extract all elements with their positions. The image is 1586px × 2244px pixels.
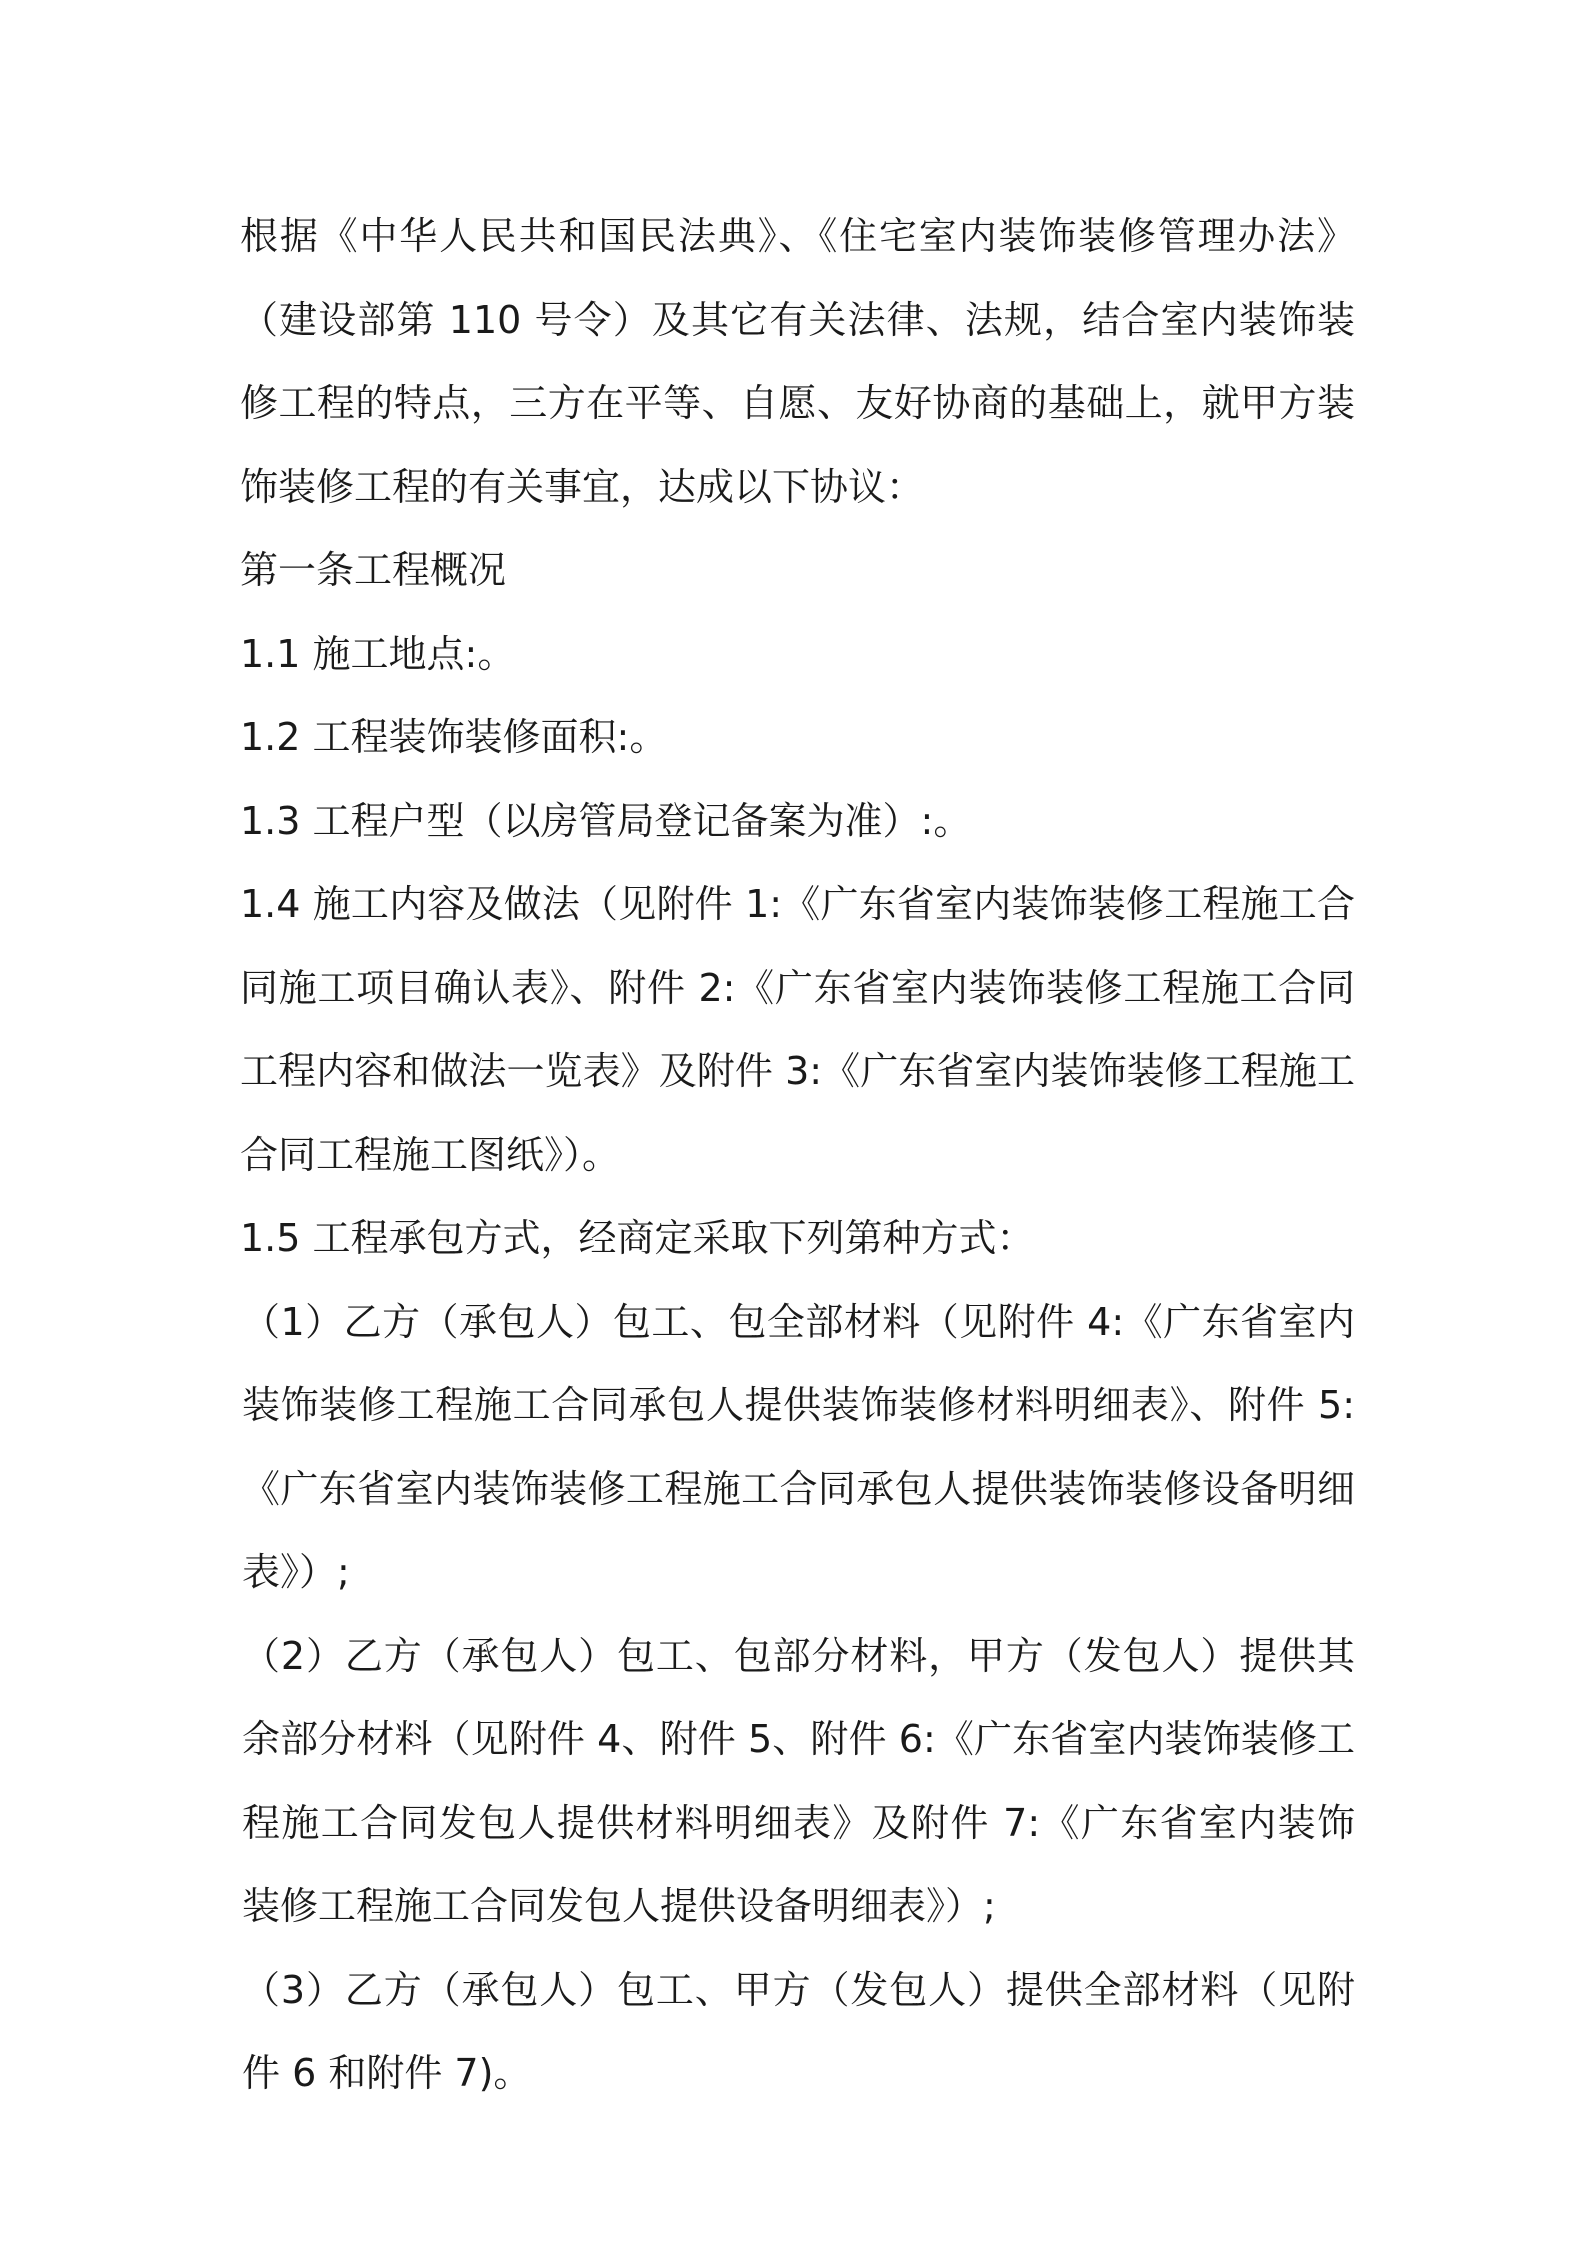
article-heading: 第一条工程概况: [240, 548, 507, 592]
clause-1-4: 1.4 施工内容及做法（见附件 1:《广东省室内装饰装修工程施工合同施工项目确认表》、附件 2:《广东省室内装饰装修工程施工合同工程内容和做法一览表》及附件 3:《广东省室内装饰装修工程施工合同工程施工图纸》）。: [240, 882, 1355, 1177]
clause-1-2: 1.2 工程装饰装修面积:。: [240, 715, 668, 759]
option-2: （2）乙方（承包人）包工、包部分材料，甲方（发包人）提供其余部分材料（见附件 4、附件 5、附件 6:《广东省室内装饰装修工程施工合同发包人提供材料明细表》及附件 7:《广东省室内装饰装修工程施工合同发包人提供设备明细表》）;: [242, 1633, 1355, 1928]
option-1: （1）乙方（承包人）包工、包全部材料（见附件 4:《广东省室内装饰装修工程施工合同承包人提供装饰装修材料明细表》、附件 5:《广东省室内装饰装修工程施工合同承包人提供装饰装修设备明细表》）;: [242, 1299, 1355, 1594]
intro-paragraph: 根据《中华人民共和国民法典》、《住宅室内装饰装修管理办法》（建设部第 110 号令）及其它有关法律、法规，结合室内装饰装修工程的特点，三方在平等、自愿、友好协商的基础上，就甲方装饰装修工程的有关事宜，达成以下协议：: [240, 214, 1355, 509]
clause-1-5: 1.5 工程承包方式，经商定采取下列第种方式：: [240, 1216, 1035, 1260]
clause-1-1: 1.1 施工地点:。: [240, 631, 516, 676]
document-body: [240, 195, 1355, 2116]
option-3: （3）乙方（承包人）包工、甲方（发包人）提供全部材料（见附件 6 和附件 7)。: [242, 1967, 1355, 2095]
clause-1-3: 1.3 工程户型（以房管局登记备案为准）:。: [240, 798, 972, 843]
